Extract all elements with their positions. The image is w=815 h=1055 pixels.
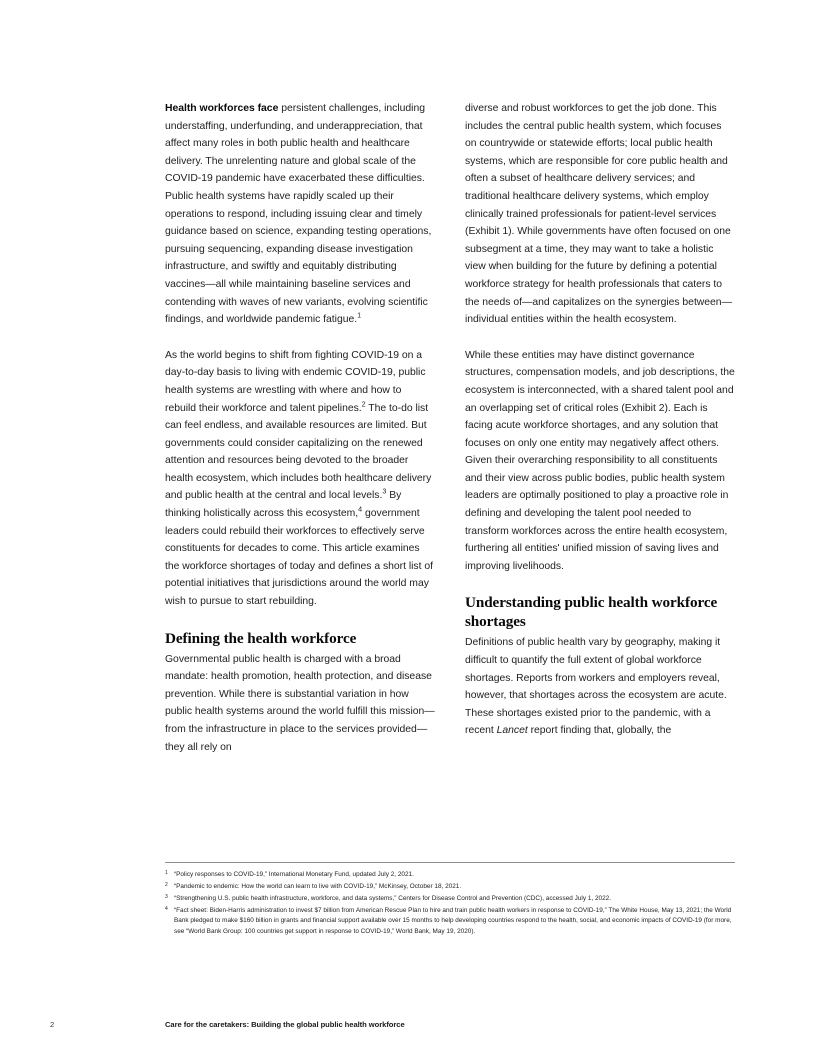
footnote-item	[165, 894, 735, 904]
paragraph-shift-text-a: As the world begins to shift from fighting COVID-19 on a day-to-day basis to living with endemic COVID-19, public health systems are wrestling with where and how to rebuild their workforce and talent pipelines.	[165, 349, 426, 414]
footnote-text: “Policy responses to COVID-19,” International Monetary Fund, updated July 2, 2021.	[174, 871, 414, 878]
paragraph-shift-endemic	[165, 347, 435, 611]
document-title-footer: Care for the caretakers: Building the global public health workforce	[165, 1020, 405, 1029]
paragraph-shift-text-b: The to-do list can feel endless, and available resources are limited. But governments could consider capitalizing on the renewed attention and resources being devoted to the broader health ecosystem, which includes both healthcare delivery and public health at the central and local levels.	[165, 402, 432, 502]
paragraph-interconnected-ecosystem: While these entities may have distinct governance structures, compensation models, and job descriptions, the ecosystem is interconnected, with a shared talent pool and an overlapping set of critical roles (Exhibit 2). Each is facing acute workforce shortages, and any solution that focuses on only one entity may negatively affect others. Given their overarching responsibility to all constituents and their view across public bodies, public health system leaders are optimally positioned to play a proactive role in defining and developing the talent pool needed to transform workforces across the entire health ecosystem, furthering all entities' unified mission of saving lives and improving livelihoods.	[465, 349, 735, 572]
two-column-body	[165, 100, 735, 756]
footnote-text: “Strengthening U.S. public health infrastructure, workforce, and data systems,” Centers for Disease Control and Prevention (CDC), accessed July 1, 2022.	[174, 894, 611, 902]
footnote-ref-2[interactable]: 2	[361, 399, 366, 409]
footnotes-divider	[165, 862, 735, 863]
paragraph-shift-text-c: By thinking holistically across this ecosystem,	[165, 490, 402, 520]
footnote-text: “Pandemic to endemic: How the world can learn to live with COVID-19,” McKinsey, October 18, 2021.	[174, 882, 462, 890]
footnote-marker: 2	[165, 881, 168, 888]
footnote-ref-3[interactable]: 3	[382, 487, 387, 496]
footnotes-block	[165, 862, 735, 938]
page-number: 2	[50, 1020, 55, 1029]
paragraph-definitions-text-a: Definitions of public health vary by geography, making it difficult to quantify the full extent of global workforce shortages. Reports from workers and employers reveal, however, that shortages across the ecosystem are acute. These shortages existed prior to the pandemic, with a recent	[465, 637, 727, 737]
paragraph-definitions-shortages	[465, 634, 735, 740]
footnote-marker: 3	[165, 893, 168, 900]
footnote-item	[165, 870, 735, 880]
heading-understanding-public-health-workforce-shortages: Understanding public health workforce shortages	[465, 594, 718, 631]
left-column	[165, 100, 435, 756]
page-footer	[0, 1020, 815, 1042]
footnote-item	[165, 882, 735, 892]
footnote-text: “Fact sheet: Biden-Harris administration to invest $7 billion from American Rescue Plan to hire and train public health workers in response to COVID-19,” The White House, May 13, 2021; the World Bank pledged to make $160 billion in grants and financial support available over 15 months to help developing countries respond to the health, social, and economic impacts of COVID-19 (for more, see “World Bank Group: 100 countries get support in response to COVID-19,” World Bank, May 19, 2020).	[174, 906, 732, 935]
paragraph-intro	[165, 100, 435, 329]
paragraph-intro-text: persistent challenges, including understaffing, underfunding, and underappreciation, that affect many roles in both public health and healthcare delivery. The unrelenting nature and global scale of the COVID-19 pandemic have exacerbated these difficulties. Public health systems have rapidly scaled up their operations to respond, including issuing clear and timely guidance based on science, expanding testing operations, pursuing sequencing, expanding disease investigation infrastructure, and swiftly and equitably distributing vaccines—all while maintaining baseline services and contending with waves of new variants, evolving scientific findings, and worldwide pandemic fatigue.	[165, 103, 432, 326]
paragraph-diverse-workforces: diverse and robust workforces to get the job done. This includes the central public health system, which focuses on countrywide or statewide efforts; local public health systems, which are responsible for core public health and often a subset of healthcare delivery services; and traditional healthcare delivery systems, which employ clinically trained professionals for patient-level services (Exhibit 1). While governments have often focused on one subsegment at a time, they may want to take a holistic view when building for the future by defining a potential workforce strategy for health professionals that caters to the needs of—and capitalizes on the synergies between—individual entities within the health ecosystem.	[465, 103, 732, 326]
paragraph-governmental-mandate: Governmental public health is charged with a broad mandate: health promotion, health protection, and disease prevention. While there is substantial variation in how public health systems around the world fulfill this mission—from the infrastructure in place to the services provided—they all rely on	[165, 653, 435, 753]
lead-in-phrase: Health workforces face	[165, 103, 279, 114]
paragraph-definitions-text-b: report finding that, globally, the	[527, 725, 672, 737]
heading-defining-the-health-workforce: Defining the health workforce	[165, 629, 357, 647]
footnote-marker: 4	[165, 905, 168, 912]
footnote-item	[165, 906, 735, 937]
right-column	[465, 100, 735, 756]
footnote-ref-1[interactable]: 1	[357, 310, 362, 320]
footnote-ref-4[interactable]: 4	[358, 504, 363, 514]
paragraph-shift-text-d: government leaders could rebuild their workforces to effectively serve constituents for decades to come. This article examines the workforce shortages of today and defines a short list of potential initiatives that jurisdictions around the world may wish to pursue to start rebuilding.	[165, 508, 433, 608]
journal-name-lancet: Lancet	[496, 725, 528, 737]
footnote-marker: 1	[165, 870, 168, 876]
